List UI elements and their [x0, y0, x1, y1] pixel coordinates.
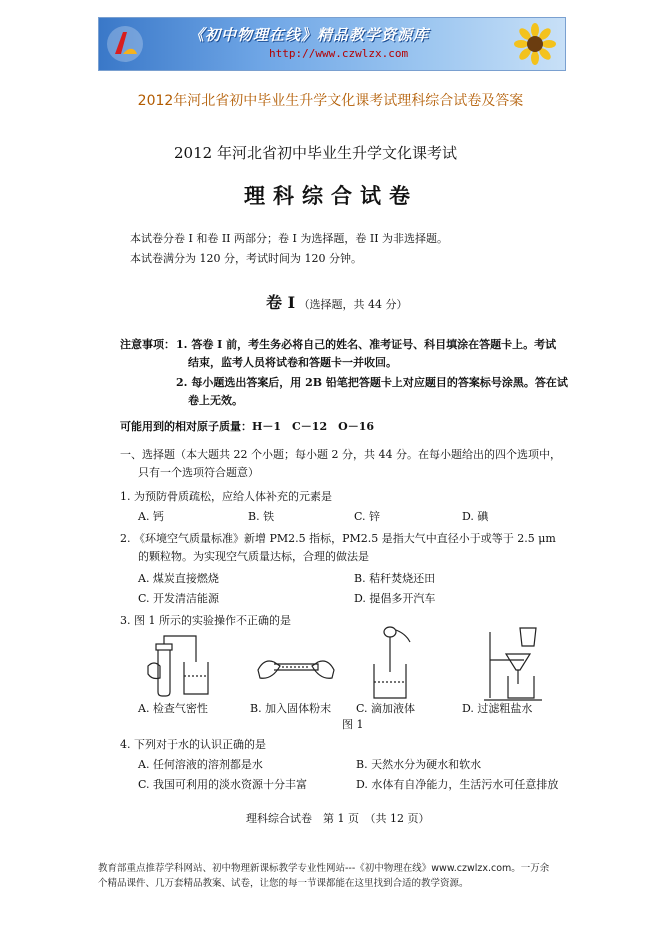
- q2-option-c: C. 开发清洁能源: [138, 592, 220, 605]
- atomic-mass-line: 可能用到的相对原子质量：H－1 C－12 O－16: [120, 420, 374, 433]
- q1-option-b: B. 铁: [248, 510, 275, 523]
- figure-caption: 图 1: [342, 718, 364, 731]
- q1-option-c: C. 锌: [354, 510, 381, 523]
- q4-stem: 4. 下列对于水的认识正确的是: [120, 738, 266, 751]
- q2-stem-b: 的颗粒物。为实现空气质量达标，合理的做法是: [138, 550, 369, 563]
- figure-a-airtightness: [144, 632, 214, 702]
- section-heading: [266, 290, 408, 313]
- q2-stem-a: 2. 《环境空气质量标准》新增 PM2.5 指标，PM2.5 是指大气中直径小于或等于 2.5 μm: [120, 532, 556, 545]
- exam-page: [116, 124, 576, 830]
- q1-option-d: D. 碘: [462, 510, 489, 523]
- q3-option-b: B. 加入固体粉末: [250, 702, 332, 715]
- site-banner: [98, 17, 566, 71]
- banner-url[interactable]: http://www.czwlzx.com: [269, 47, 409, 60]
- q3-option-a: A. 检查气密性: [138, 702, 208, 715]
- q3-option-c: C. 滴加液体: [356, 702, 416, 715]
- intro-line-1: 本试卷分卷 I 和卷 II 两部分；卷 I 为选择题，卷 II 为非选择题。: [130, 232, 449, 245]
- footer-line-2: 个精品课件、几万套精品教案、试卷，让您的每一节课都能在这里找到合适的教学资源。: [98, 878, 469, 889]
- q4-option-a: A. 任何溶液的溶剂都是水: [138, 758, 263, 771]
- q2-option-d: D. 提倡多开汽车: [354, 592, 436, 605]
- section-subtitle: （选择题，共 44 分）: [298, 298, 408, 311]
- notice-1b: 结束，监考人员将试卷和答题卡一并收回。: [188, 356, 397, 369]
- notice-2b: 卷上无效。: [188, 394, 243, 407]
- intro-line-2: 本试卷满分为 120 分，考试时间为 120 分钟。: [130, 252, 362, 265]
- q4-option-c: C. 我国可利用的淡水资源十分丰富: [138, 778, 308, 791]
- figure-b-solid-powder: [252, 640, 340, 690]
- site-footer: [98, 861, 578, 891]
- q1-option-a: A. 钙: [138, 510, 164, 523]
- exam-heading: 2012 年河北省初中毕业生升学文化课考试: [174, 144, 457, 162]
- site-logo-icon: [105, 24, 145, 64]
- document-title: 2012年河北省初中毕业生升学文化课考试理科综合试卷及答案: [137, 93, 524, 109]
- exam-subject: 理科综合试卷: [244, 183, 418, 208]
- q1-stem: 1. 为预防骨质疏松，应给人体补充的元素是: [120, 490, 332, 503]
- part1-line-b: 只有一个选项符合题意）: [138, 466, 259, 479]
- q4-option-b: B. 天然水分为硬水和软水: [356, 758, 482, 771]
- notice-label: 注意事项：: [120, 338, 175, 351]
- q2-option-a: A. 煤炭直接燃烧: [138, 572, 219, 585]
- notice-1a: 1. 答卷 I 前，考生务必将自己的姓名、准考证号、科目填涂在答题卡上。考试: [176, 338, 557, 351]
- notice-2a: 2. 每小题选出答案后，用 2B 铅笔把答题卡上对应题目的答案标号涂黑。答在试: [176, 376, 568, 389]
- part1-line-a: 一、选择题（本大题共 22 个小题；每小题 2 分，共 44 分。在每小题给出的四个选项中，: [120, 448, 561, 461]
- q3-stem: 3. 图 1 所示的实验操作不正确的是: [120, 614, 291, 627]
- sunflower-icon: [513, 22, 557, 66]
- q4-option-d: D. 水体有自净能力，生活污水可任意排放: [356, 778, 559, 791]
- banner-title: 《初中物理在线》精品教学资源库: [189, 26, 430, 44]
- page-footer: 理科综合试卷 第 1 页 （共 12 页）: [246, 812, 430, 825]
- footer-line-1: 教育部重点推荐学科网站、初中物理新课标教学专业性网站---《初中物理在线》www.czwlzx.com。一万余: [98, 863, 550, 874]
- section-title: 卷 I: [266, 293, 296, 312]
- q3-option-d: D. 过滤粗盐水: [462, 702, 533, 715]
- figure-d-filtration: [480, 624, 550, 704]
- q2-option-b: B. 秸秆焚烧还田: [354, 572, 436, 585]
- figure-c-add-liquid: [360, 624, 420, 702]
